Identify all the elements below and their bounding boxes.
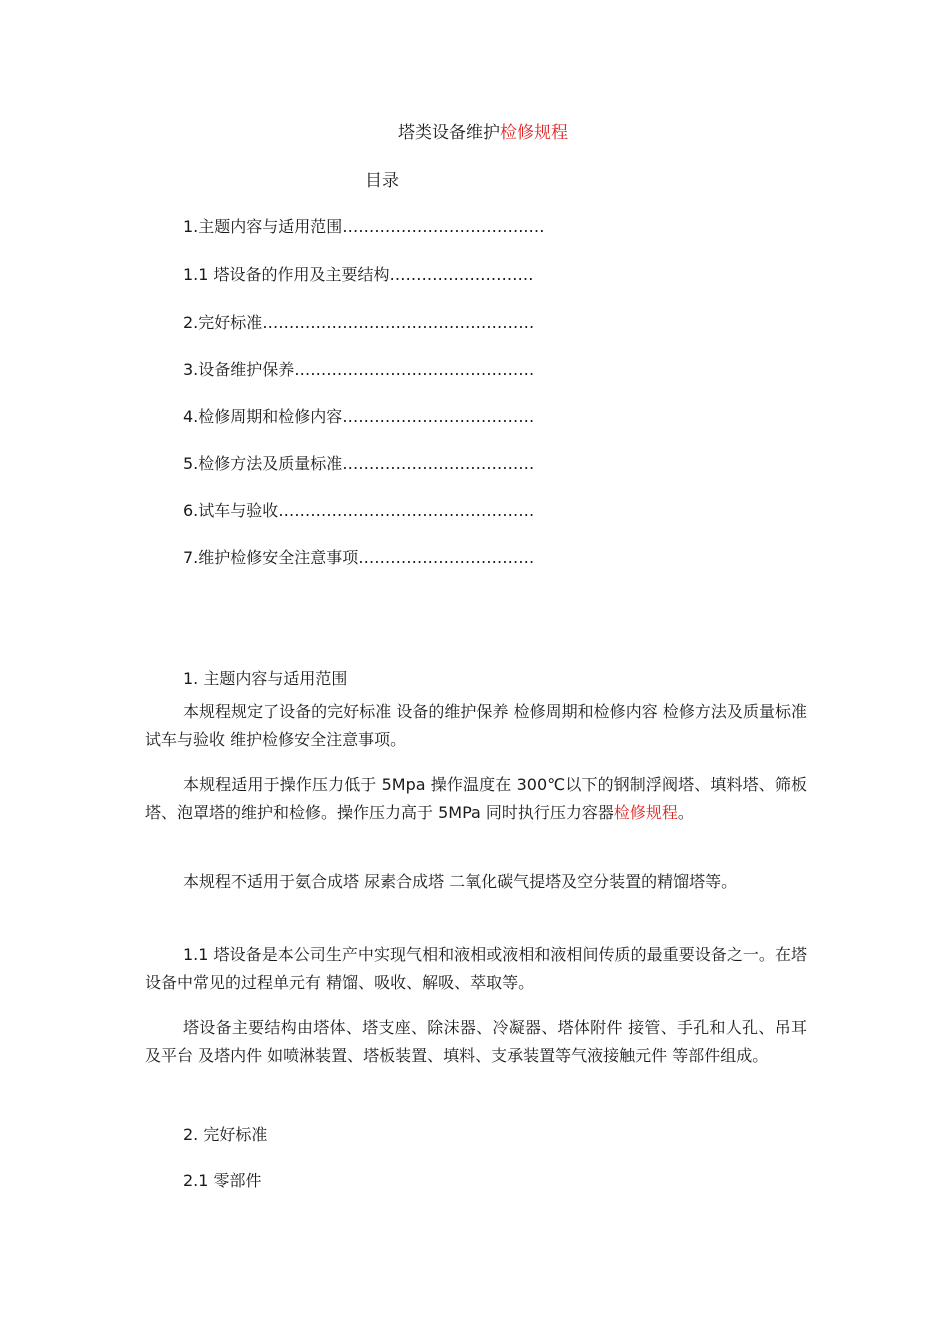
section-2-heading: 2. 完好标准: [183, 1125, 268, 1144]
toc-item-4[interactable]: 4.检修周期和检修内容………………………………: [183, 407, 535, 426]
section-2-1-heading: 2.1 零部件: [183, 1171, 262, 1190]
section-1-paragraph-1: 本规程规定了设备的完好标准 设备的维护保养 检修周期和检修内容 检修方法及质量标准 试车与验收 维护检修安全注意事项。: [145, 702, 807, 749]
title-part-1: 塔类设备维护: [398, 123, 500, 143]
toc-item-5[interactable]: 5.检修方法及质量标准………………………………: [183, 454, 535, 473]
paragraph-2-end: 。: [677, 803, 694, 822]
toc-heading: 目录: [365, 171, 399, 191]
toc-item-1-1[interactable]: 1.1 塔设备的作用及主要结构………………………: [183, 265, 534, 284]
paragraph-2-link[interactable]: 检修规程: [613, 803, 678, 822]
structure-paragraph: 塔设备主要结构由塔体、塔支座、除沫器、冷凝器、塔体附件 接管、手孔和人孔、吊耳及平台 及塔内件 如喷淋装置、塔板装置、填料、支承装置等气液接触元件 等部件组成。: [145, 1018, 807, 1065]
section-1-1-paragraph: 1.1 塔设备是本公司生产中实现气相和液相或液相和液相间传质的最重要设备之一。在塔设备中常见的过程单元有 精馏、吸收、解吸、萃取等。: [145, 945, 807, 992]
toc-item-6[interactable]: 6.试车与验收…………………………………………: [183, 501, 535, 520]
title-part-2-link[interactable]: 检修规程: [500, 123, 568, 143]
toc-item-3[interactable]: 3.设备维护保养………………………………………: [183, 360, 535, 379]
toc-item-7[interactable]: 7.维护检修安全注意事项……………………………: [183, 548, 535, 567]
paragraph-2-text: 本规程适用于操作压力低于 5Mpa 操作温度在 300℃以下的钢制浮阀塔、填料塔、筛板塔、泡罩塔的维护和检修。操作压力高于 5MPa 同时执行压力容器: [145, 775, 807, 822]
section-1-paragraph-3: 本规程不适用于氨合成塔 尿素合成塔 二氧化碳气提塔及空分装置的精馏塔等。: [183, 872, 738, 891]
toc-item-1[interactable]: 1.主题内容与适用范围……………………………..…: [183, 217, 545, 236]
section-1-paragraph-2: [145, 771, 807, 827]
document-title: [398, 118, 568, 143]
toc-item-2[interactable]: 2.完好标准……………………………………………: [183, 313, 535, 332]
section-1-heading: 1. 主题内容与适用范围: [183, 669, 348, 688]
